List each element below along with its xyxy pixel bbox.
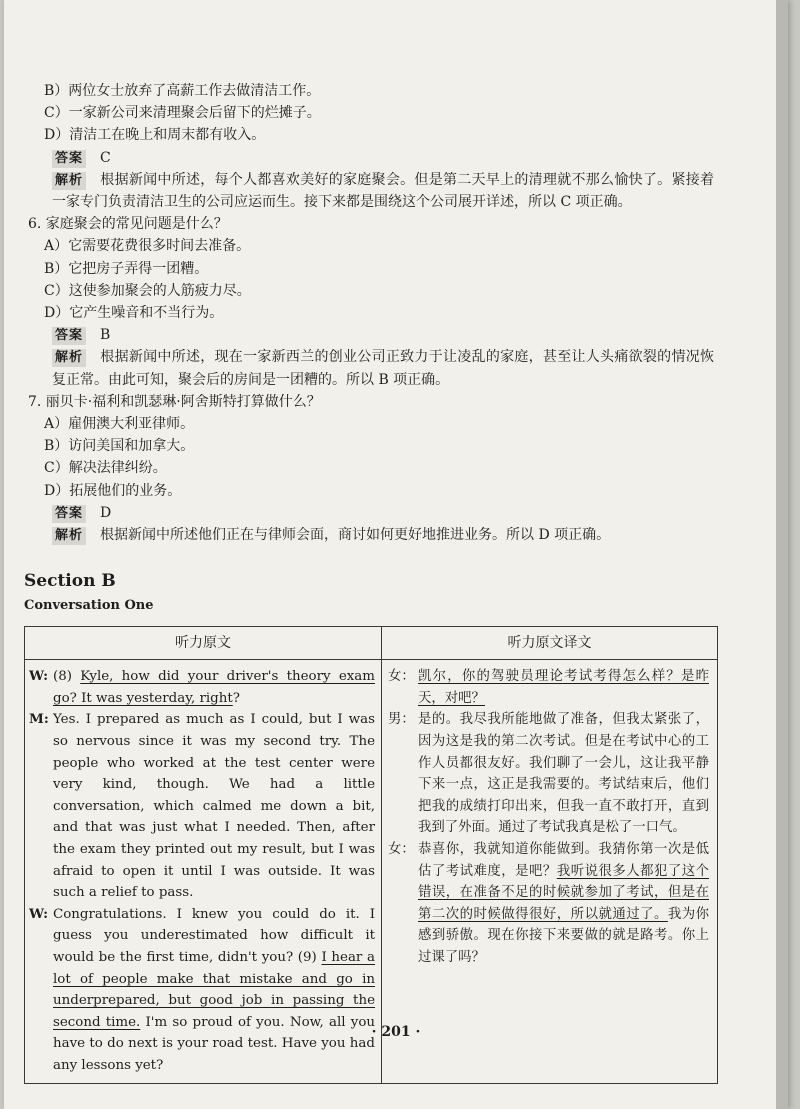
utterance <box>418 666 709 709</box>
q7-answer-value: D <box>100 504 112 521</box>
utterance-text: I'm so proud of you. Now, all you have to do next is your road test. Have you had any lessons yet? <box>53 1014 375 1073</box>
utterance-text: 是的。我尽我所能地做了准备，但我太紧张了，因为这是我的第二次考试。但是在考试中心的工作人员都很友好。我们聊了一会儿，这让我平静下来一点，这正是我需要的。考试结束后，他们把我的成绩打印出来，但我一直不敢打开，直到我到了外面。通过了考试我真是松了一口气。 <box>418 712 709 836</box>
page-edge <box>776 0 788 1109</box>
table-row <box>25 660 718 1083</box>
q6-analysis <box>24 346 714 390</box>
utterance-text: Yes. I prepared as much as I could, but I was so nervous since it was my second try. The people who worked at the test center were very kind, though. We had a little conversation, which calmed me down a bit, and that was just what I needed. Then, after the exam they printed out my result, but I was afraid to open it until I was outside. It was such a relief to pass. <box>53 712 375 901</box>
turn-3 <box>388 839 709 969</box>
speaker: M: <box>29 711 49 728</box>
q7-option-c: C）解决法律纠纷。 <box>44 460 167 477</box>
q7-option-a: A）雇佣澳大利亚律师。 <box>44 416 195 433</box>
page-number: · 201 · <box>371 1024 421 1040</box>
speaker: 男： <box>388 712 415 728</box>
analysis-label: 解析 <box>52 172 86 190</box>
underlined-text: I hear a lot of people make that mistake and go in underprepared, but good job in passing the second time. <box>53 949 375 1030</box>
analysis-label: 解析 <box>52 527 86 545</box>
utterance-text: 我为你感到骄傲。现在你接下来要做的就是路考。你上过课了吗？ <box>418 906 710 965</box>
q7-answer <box>24 502 714 524</box>
conversation-title: Conversation One <box>24 598 154 614</box>
header-translation: 听力原文译文 <box>382 627 718 660</box>
turn-1 <box>29 666 375 709</box>
header-original: 听力原文 <box>25 627 382 660</box>
utterance <box>53 904 375 1077</box>
translation-cell <box>382 660 718 1083</box>
utterance <box>418 709 709 839</box>
page-content <box>24 80 714 1084</box>
q5-option-d: D）清洁工在晚上和周末都有收入。 <box>44 127 266 144</box>
q6-option-a: A）它需要花费很多时间去准备。 <box>44 238 251 255</box>
q7-option-d: D）拓展他们的业务。 <box>44 482 182 499</box>
original-transcript-cell <box>25 660 382 1083</box>
q6-analysis-text: 根据新闻中所述，现在一家新西兰的创业公司正致力于让凌乱的家庭，甚至让人头痛欲裂的情况恢复正常。由此可知，聚会后的房间是一团糟的。所以 B 项正确。 <box>52 349 714 388</box>
answer-label: 答案 <box>52 505 86 523</box>
q5-answer-value: C <box>100 149 111 166</box>
speaker: 女： <box>388 669 415 685</box>
q6-option-c: C）这使参加聚会的人筋疲力尽。 <box>44 282 251 299</box>
answer-label: 答案 <box>52 327 86 345</box>
turn-2 <box>29 709 375 903</box>
underlined-text: 凯尔，你的驾驶员理论考试考得怎么样？是昨天，对吧？ <box>418 669 709 706</box>
utterance <box>53 666 375 709</box>
q5-option-c: C）一家新公司来清理聚会后留下的烂摊子。 <box>44 105 321 122</box>
utterance-text: (8) <box>53 669 81 685</box>
analysis-label: 解析 <box>52 349 86 367</box>
q5-answer <box>24 147 714 169</box>
q5-analysis-text: 根据新闻中所述，每个人都喜欢美好的家庭聚会。但是第二天早上的清理就不那么愉快了。紧接着一家专门负责清洁卫生的公司应运而生。接下来都是围绕这个公司展开详述，所以 C 项正确。 <box>52 171 714 211</box>
answer-label: 答案 <box>52 150 86 168</box>
book-page <box>4 0 788 1109</box>
turn-3 <box>29 904 375 1077</box>
q7-analysis-text: 根据新闻中所述他们正在与律师会面，商讨如何更好地推进业务。所以 D 项正确。 <box>100 527 611 544</box>
underlined-text: Kyle, how did your driver's theory exam go? It was yesterday, right <box>53 669 375 706</box>
table-header-row <box>25 627 718 660</box>
q7-analysis <box>24 524 714 546</box>
utterance <box>53 709 375 903</box>
speaker: W: <box>29 668 49 685</box>
underlined-text: 我听说很多人都犯了这个错误，在准备不足的时候就参加了考试，但是在第二次的时候做得很好，所以就通过了。 <box>418 863 710 922</box>
q6-option-d: D）它产生噪音和不当行为。 <box>44 305 224 322</box>
q5-analysis <box>24 169 714 213</box>
q5-option-b: B）两位女士放弃了高薪工作去做清洁工作。 <box>44 83 321 99</box>
q6-title: 6. 家庭聚会的常见问题是什么？ <box>28 216 228 233</box>
transcript-table <box>24 626 718 1083</box>
turn-1 <box>388 666 709 709</box>
q6-answer <box>24 324 714 346</box>
speaker: W: <box>29 905 49 922</box>
q6-answer-value: B <box>100 327 111 344</box>
section-title: Section B <box>24 571 116 592</box>
turn-2 <box>388 709 709 839</box>
q6-option-b: B）它把房子弄得一团糟。 <box>44 260 209 277</box>
q7-title: 7. 丽贝卡·福利和凯瑟琳·阿舍斯特打算做什么？ <box>28 393 321 410</box>
utterance <box>418 839 709 969</box>
utterance-text: Congratulations. I knew you could do it. I guess you underestimated how difficult it would be the first time, didn't you? (9) <box>53 906 375 965</box>
speaker: 女： <box>388 842 415 858</box>
q7-option-b: B）访问美国和加拿大。 <box>44 438 195 455</box>
utterance-text: ? <box>232 690 240 706</box>
utterance-text: 恭喜你，我就知道你能做到。我猜你第一次是低估了考试难度，是吧？ <box>418 842 709 879</box>
